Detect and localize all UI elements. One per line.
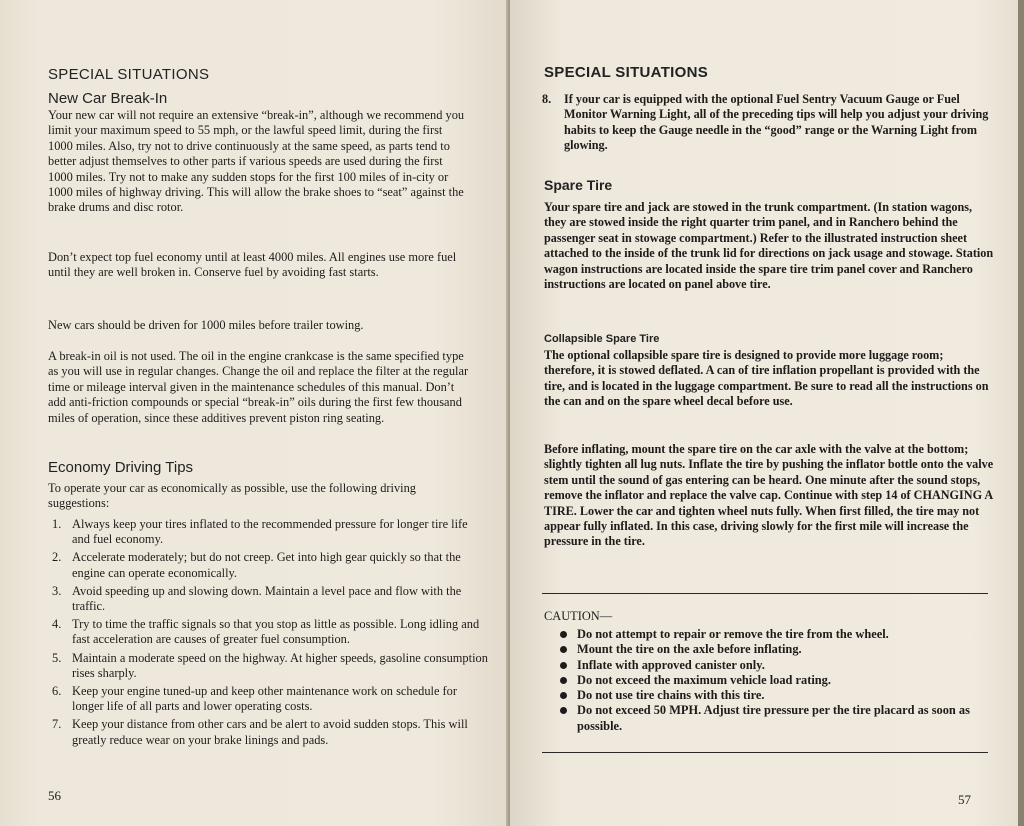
list-item: [48, 651, 488, 681]
list-item: [560, 658, 980, 673]
caution-text: Do not use tire chains with this tire.: [577, 688, 765, 703]
break-in-paragraph-3: New cars should be driven for 1000 miles before trailer towing.: [48, 318, 364, 332]
page-number-right: 57: [958, 792, 971, 807]
caution-rule-top: [542, 593, 988, 594]
tip-text: Keep your distance from other cars and be alert to avoid sudden stops. This will greatly reduce wear on your brake linings and pads.: [72, 717, 468, 747]
tip-number: 5.: [52, 650, 62, 665]
section-title: SPECIAL SITUATIONS: [48, 66, 210, 83]
bullet-icon: [560, 662, 567, 669]
collapsible-heading: Collapsible Spare Tire: [544, 333, 660, 345]
caution-heading: CAUTION—: [544, 609, 613, 623]
caution-rule-bottom: [542, 752, 988, 753]
list-item: [560, 688, 980, 703]
spare-tire-heading: Spare Tire: [544, 177, 613, 193]
tip-number: 3.: [52, 583, 62, 598]
caution-text: Inflate with approved canister only.: [577, 657, 765, 672]
list-item: [48, 584, 488, 614]
bullet-icon: [560, 631, 567, 638]
list-item: [560, 642, 980, 657]
list-item: [48, 684, 488, 714]
list-item: [48, 517, 488, 547]
break-in-paragraph-2: Don’t expect top fuel economy until at least 4000 miles. All engines use more fuel until they are well broken in. Conserve fuel by avoiding fast starts.: [48, 250, 457, 280]
economy-tips-list: [48, 517, 488, 748]
left-page: [0, 0, 510, 826]
bullet-icon: [560, 646, 567, 653]
tip-text: Accelerate moderately; but do not creep. Get into high gear quickly so that the engine can operate economically.: [72, 550, 461, 580]
caution-text: Do not exceed the maximum vehicle load rating.: [577, 672, 831, 687]
break-in-paragraph-4: A break-in oil is not used. The oil in the engine crankcase is the same specified type as you will use in regular changes. Change the oil and replace the filter at the regular time or mileage interval given in the maintenance schedules of this manual. Don’t add anti-friction compounds or special “break-in” oils during the first few thousand miles of operation, since these additives prevent piston ring seating.: [48, 349, 469, 425]
bullet-icon: [560, 677, 567, 684]
economy-heading: Economy Driving Tips: [48, 459, 194, 476]
tip-text: Avoid speeding up and slowing down. Maintain a level pace and flow with the traffic.: [72, 583, 462, 614]
caution-text: Do not exceed 50 MPH. Adjust tire pressure per the tire placard as soon as possible.: [577, 703, 970, 733]
tip-number: 2.: [52, 550, 62, 565]
tip-number: 6.: [52, 684, 62, 699]
collapsible-paragraph-1: The optional collapsible spare tire is designed to provide more luggage room; therefore, it is stowed deflated. A can of tire inflation propellant is provided with the tire, and is located in the luggage compartment. Be sure to read all the instructions on the can and on the spare wheel decal before use.: [544, 348, 989, 409]
tip-text: If your car is equipped with the optional Fuel Sentry Vacuum Gauge or Fuel Monitor Warning Light, all of the preceding tips will help you adjust your driving habits to keep the Gauge needle in the “good” range or the Warning Light from glowing.: [564, 92, 989, 153]
economy-intro: To operate your car as economically as possible, use the following driving suggestions:: [48, 481, 416, 511]
bullet-icon: [560, 692, 567, 699]
right-page: [510, 0, 1024, 826]
list-item: [48, 717, 488, 747]
break-in-heading: New Car Break-In: [48, 90, 168, 107]
caution-list: [560, 627, 980, 734]
list-item: [48, 550, 488, 580]
tip-text: Try to time the traffic signals so that you stop as little as possible. Long idling and fast acceleration are causes of greater fuel consumption.: [72, 617, 480, 647]
caution-text: Mount the tire on the axle before inflating.: [577, 642, 802, 657]
tip-text: Always keep your tires inflated to the recommended pressure for longer tire life and fuel economy.: [72, 517, 468, 547]
tip-8: [542, 92, 992, 154]
list-item: [48, 617, 488, 647]
caution-text: Do not attempt to repair or remove the tire from the wheel.: [577, 627, 889, 641]
spare-tire-text: Your spare tire and jack are stowed in the trunk compartment. (In station wagons, they are stowed inside the right quarter trim panel, and in Ranchero behind the passenger seat in stowage compartment.) Refer to the illustrated instruction sheet attached to the inside of the trunk lid for directions on jack usage and stowage. Station wagon instructions are located inside the spare tire trim panel cover and Ranchero instructions are located on panel above tire.: [544, 200, 994, 292]
page-number-left: 56: [48, 788, 61, 803]
tip-number: 4.: [52, 617, 62, 632]
list-item: [560, 627, 980, 642]
tip-text: Maintain a moderate speed on the highway. At higher speeds, gasoline consumption rises sharply.: [72, 650, 488, 680]
list-item: [560, 703, 980, 734]
list-item: [560, 673, 980, 688]
break-in-paragraph-1: Your new car will not require an extensive “break-in”, although we recommend you limit your maximum speed to 55 mph, or the lawful speed limit, during the first 1000 miles. Also, try not to drive continuously at the same speed, as parts tend to better adjust themselves to other parts if various speeds are used during the first 1000 miles. Try not to make any sudden stops for the first 100 miles of in-city or 1000 miles of highway driving. This will allow the brake shoes to “seat” against the brake drums and disc rotor.: [48, 108, 465, 215]
tip-number: 7.: [52, 717, 62, 732]
tip-text: Keep your engine tuned-up and keep other maintenance work on schedule for longer life of all parts and lower operating costs.: [72, 684, 457, 714]
section-title: SPECIAL SITUATIONS: [544, 64, 709, 81]
tip-number: 8.: [542, 92, 552, 106]
collapsible-paragraph-2: Before inflating, mount the spare tire on the car axle with the valve at the bottom; slightly tighten all lug nuts. Inflate the tire by pushing the inflator bottle onto the valve stem until the sound of gas entering can be heard. One minute after the sound stops, remove the inflator and replace the valve cap. Continue with step 14 of CHANGING A TIRE. Lower the car and tighten wheel nuts fully. When first filled, the tire may not appear fully inflated. In this case, driving slowly for the first mile will increase the pressure in the tire.: [544, 442, 994, 549]
bullet-icon: [560, 707, 567, 714]
tip-number: 1.: [52, 517, 62, 531]
page-edge-right: [1018, 0, 1024, 826]
